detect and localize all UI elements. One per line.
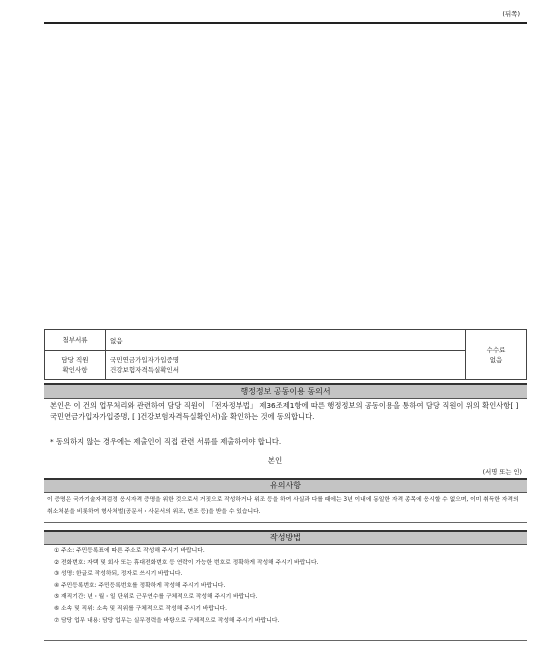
- list-item: ⑦ 담당 업무 내용: 담당 업무는 실무경력을 바탕으로 구체적으로 작성해 주시기 바랍니다.: [54, 617, 280, 624]
- consent-title-bar: [44, 383, 527, 399]
- list-item: ⑥ 소속 및 직위: 소속 및 직위를 구체적으로 작성해 주시기 바랍니다.: [54, 605, 228, 612]
- staff-check-label-line1: 담당 직원: [61, 356, 89, 364]
- signature-label: (서명 또는 인): [482, 469, 522, 476]
- list-item: ④ 주민등록번호: 주민등록번호를 정확하게 작성해 주시기 바랍니다.: [54, 582, 226, 589]
- staff-check-label: [45, 351, 106, 380]
- consent-title: 행정정보 공동이용 동의서: [240, 387, 331, 396]
- bottom-divider: [44, 640, 527, 641]
- staff-check-value: [106, 351, 466, 380]
- list-item: ② 전화번호: 자택 및 회사 또는 휴대전화번호 등 연락이 가능한 번호로 정확하게 작성해 주시기 바랍니다.: [54, 559, 319, 566]
- caution-divider: [44, 522, 527, 523]
- attachments-value: 없음: [106, 330, 466, 351]
- instructions-title: 작성방법: [270, 533, 301, 542]
- caution-title-bar: [44, 478, 527, 493]
- table-row: [45, 351, 527, 380]
- list-item: ① 주소: 주민등록표에 따른 주소로 작성해 주시기 바랍니다.: [54, 548, 205, 554]
- top-divider: [44, 22, 527, 24]
- staff-check-item-health: 건강보험자격득실확인서: [110, 366, 180, 374]
- consent-note: * 동의하지 않는 경우에는 제출인이 직접 관련 서류를 제출하여야 합니다.: [50, 437, 282, 446]
- list-item: ③ 성명: 한글로 작성하되, 정자로 쓰시기 바랍니다.: [54, 571, 183, 578]
- attachments-label: 첨부서류: [45, 330, 106, 351]
- table-row: [45, 330, 527, 351]
- attachment-info-table: [44, 329, 527, 380]
- fee-cell: [466, 330, 527, 380]
- instructions-title-bar: [44, 530, 527, 545]
- signer-label: 본인: [267, 456, 283, 465]
- list-item: ⑤ 재직기간: 년・월・일 단위로 근무연수를 구체적으로 작성해 주시기 바랍니다.: [54, 594, 258, 601]
- page-side-label: (뒤쪽): [502, 10, 520, 18]
- caution-text: 이 증명은 국가기술자격검정 응시자격 증명을 위한 것으로서 거짓으로 작성하거나 위조 등을 하여 사실과 다를 때에는 3년 이내에 동일한 자격 종목에 응시할 수 없으며, 이미 취득한 자격의 취소처분을 비롯하여 형사처벌(공문서・사문서의 위조, 변조 등)을 받을 수 있습니다.: [47, 497, 519, 515]
- staff-check-item-pension: 국민연금가입자가입증명: [110, 356, 180, 364]
- consent-paragraph: 본인은 이 건의 업무처리와 관련하여 담당 직원이 「전자정부법」 제36조제1항에 따른 행정정보의 공동이용을 통하여 담당 직원이 위의 확인사항[ ]국민연금가입자가입증명, [ ]건강보험자격득실확인서)을 확인하는 것에 동의합니다.: [50, 401, 519, 421]
- instructions-list: [54, 546, 522, 627]
- caution-title: 유의사항: [270, 481, 301, 490]
- fee-value: 없음: [489, 355, 503, 364]
- fee-label: 수수료: [486, 345, 506, 354]
- staff-check-label-line2: 확인사항: [62, 366, 88, 374]
